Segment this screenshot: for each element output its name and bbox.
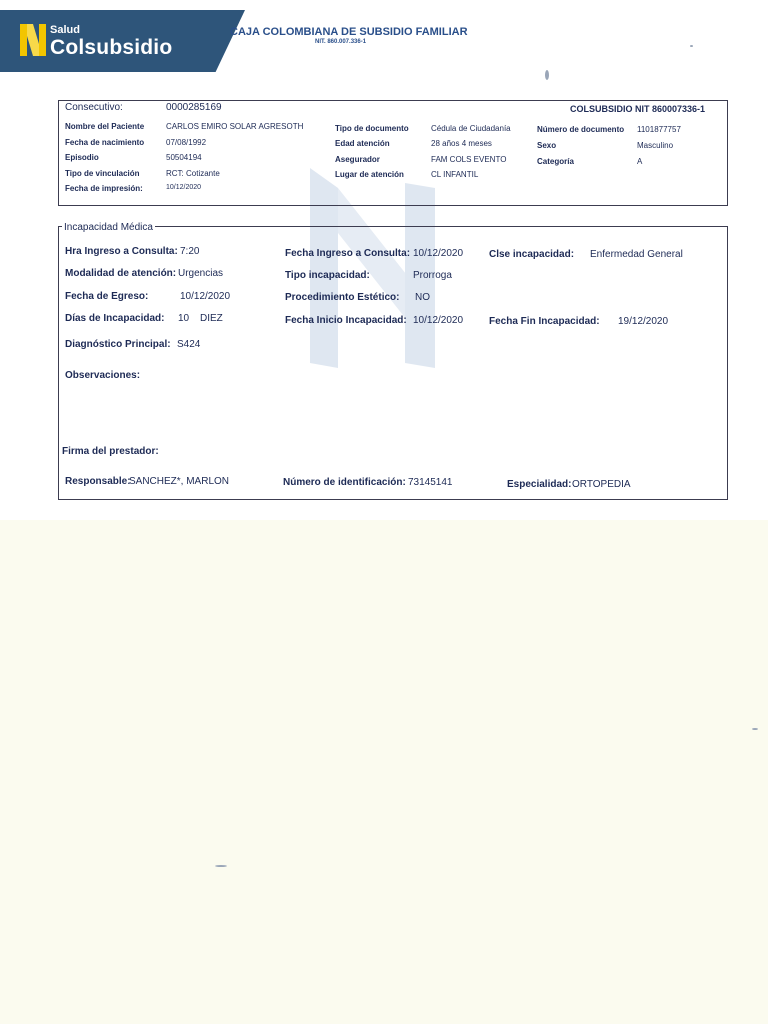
fecha-fin-value: 19/12/2020 <box>618 316 669 327</box>
dias-incapacidad-value: 10 <box>178 313 190 324</box>
especialidad-label: Especialidad: <box>507 479 572 490</box>
clase-incapacidad-label: Clse incapacidad: <box>489 249 575 260</box>
modalidad-label: Modalidad de atención: <box>65 268 177 279</box>
firma-prestador-label: Firma del prestador: <box>62 446 159 457</box>
fecha-egreso-label: Fecha de Egreso: <box>65 291 149 302</box>
categoria-value: A <box>637 157 643 166</box>
tipo-incapacidad-label: Tipo incapacidad: <box>285 270 370 281</box>
consecutivo-value: 0000285169 <box>166 102 222 113</box>
scan-speck <box>215 865 227 867</box>
scan-speck <box>690 45 693 47</box>
scan-speck <box>545 70 549 80</box>
sexo-value: Masculino <box>637 141 674 150</box>
lugar-value: CL INFANTIL <box>431 170 479 179</box>
lugar-label: Lugar de atención <box>335 170 404 179</box>
identificacion-value: 73145141 <box>408 477 453 488</box>
sexo-label: Sexo <box>537 141 557 150</box>
responsable-value: SANCHEZ*, MARLON <box>129 476 230 487</box>
impresion-label: Fecha de impresión: <box>65 184 143 193</box>
nacimiento-value: 07/08/1992 <box>166 138 207 147</box>
colsubsidio-nit-label: COLSUBSIDIO NIT 860007336-1 <box>570 104 706 114</box>
fecha-fin-label: Fecha Fin Incapacidad: <box>489 316 600 327</box>
nacimiento-label: Fecha de nacimiento <box>65 138 145 147</box>
clase-incapacidad-value: Enfermedad General <box>590 249 683 260</box>
header-nit: NIT. 860.007.336-1 <box>315 39 367 45</box>
logo-salud-text: Salud <box>50 24 80 36</box>
identificacion-label: Número de identificación: <box>283 477 406 488</box>
impresion-value: 10/12/2020 <box>166 184 202 191</box>
observaciones-label: Observaciones: <box>65 370 141 381</box>
hra-ingreso-value: 7:20 <box>180 246 200 257</box>
logo-name-text: Colsubsidio <box>50 36 173 59</box>
numero-documento-value: 1101877757 <box>637 125 681 134</box>
tipo-incapacidad-value: Prorroga <box>413 270 452 281</box>
asegurador-value: FAM COLS EVENTO <box>431 155 507 164</box>
colsubsidio-logo-icon <box>20 22 46 58</box>
diagnostico-value: S424 <box>177 339 201 350</box>
procedimiento-estetico-value: NO <box>415 292 430 303</box>
procedimiento-estetico-label: Procedimiento Estético: <box>285 292 400 303</box>
dias-incapacidad-label: Días de Incapacidad: <box>65 313 165 324</box>
tipo-documento-value: Cédula de Ciudadanía <box>431 124 511 133</box>
tipo-documento-label: Tipo de documento <box>335 124 409 133</box>
patient-info-box <box>58 100 728 206</box>
nombre-value: CARLOS EMIRO SOLAR AGRESOTH <box>166 122 304 131</box>
fecha-inicio-value: 10/12/2020 <box>413 315 464 326</box>
edad-label: Edad atención <box>335 139 390 148</box>
fecha-ingreso-value: 10/12/2020 <box>413 248 464 259</box>
responsable-label: Responsable: <box>65 476 131 487</box>
hra-ingreso-label: Hra Ingreso a Consulta: <box>65 246 178 257</box>
consecutivo-label: Consecutivo: <box>65 102 123 113</box>
especialidad-value: ORTOPEDIA <box>572 479 631 490</box>
episodio-label: Episodio <box>65 153 99 162</box>
nombre-label: Nombre del Paciente <box>65 122 145 131</box>
fecha-inicio-label: Fecha Inicio Incapacidad: <box>285 315 407 326</box>
edad-value: 28 años 4 meses <box>431 139 492 148</box>
asegurador-label: Asegurador <box>335 155 380 164</box>
vinculacion-label: Tipo de vinculación <box>65 169 140 178</box>
categoria-label: Categoría <box>537 157 574 166</box>
episodio-value: 50504194 <box>166 153 202 162</box>
fecha-egreso-value: 10/12/2020 <box>180 291 231 302</box>
diagnostico-label: Diagnóstico Principal: <box>65 339 171 350</box>
incapacidad-title: Incapacidad Médica <box>64 222 153 233</box>
modalidad-value: Urgencias <box>178 268 224 279</box>
numero-documento-label: Número de documento <box>537 125 625 134</box>
scan-lower-region <box>0 520 768 1024</box>
scan-speck <box>752 728 758 730</box>
dias-incapacidad-texto: DIEZ <box>200 313 223 324</box>
vinculacion-value: RCT: Cotizante <box>166 169 220 178</box>
header-title: CAJA COLOMBIANA DE SUBSIDIO FAMILIAR <box>230 26 468 38</box>
fecha-ingreso-label: Fecha Ingreso a Consulta: <box>285 248 411 259</box>
